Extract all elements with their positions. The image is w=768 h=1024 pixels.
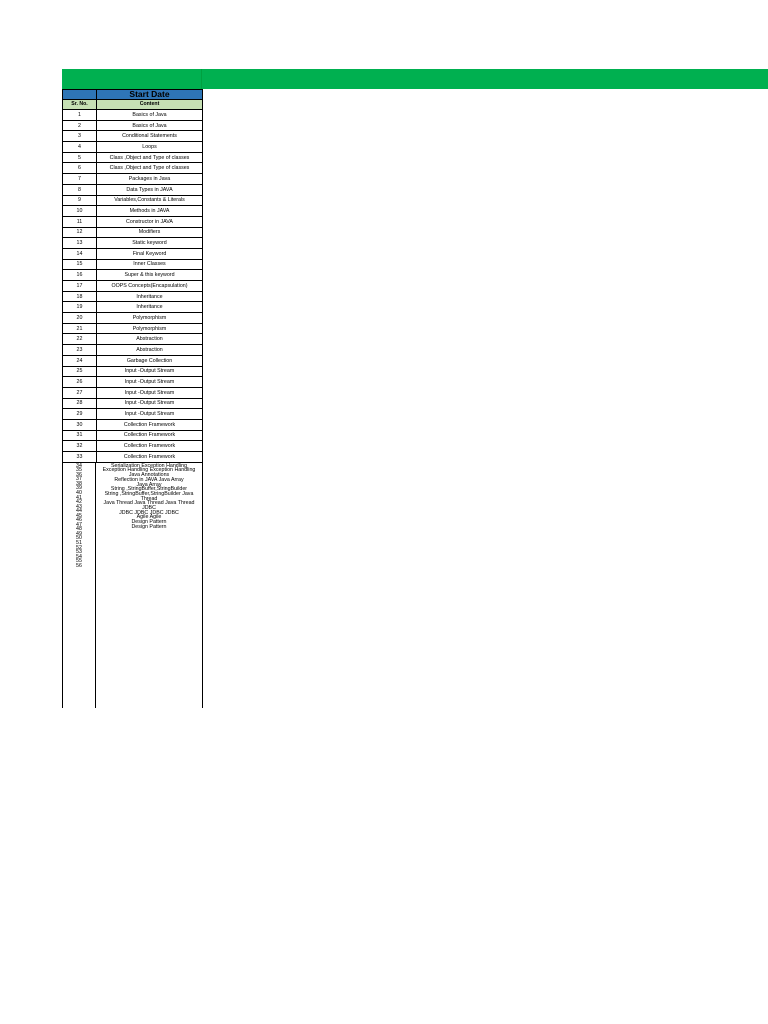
content-cell[interactable]: Input -Output Stream [96, 367, 203, 378]
tail-number: 50 [76, 535, 82, 542]
sr-no-cell[interactable]: 8 [62, 185, 96, 196]
tail-number: 38 [76, 480, 82, 487]
content-cell[interactable]: Input -Output Stream [96, 388, 203, 399]
sr-no-cell[interactable]: 9 [62, 196, 96, 207]
table-tail [62, 463, 203, 708]
content-cell[interactable]: Collection Framework [96, 441, 203, 452]
table-row [62, 131, 203, 142]
sr-no-cell[interactable]: 21 [62, 324, 96, 335]
tail-content-line: JDBC [142, 505, 156, 512]
content-cell[interactable]: Methods in JAVA [96, 206, 203, 217]
tail-number: 37 [76, 476, 82, 483]
sr-no-cell[interactable]: 15 [62, 260, 96, 271]
content-cell[interactable]: Class ,Object and Type of classes [96, 163, 203, 174]
subheader-row [62, 100, 203, 110]
sr-no-cell[interactable]: 25 [62, 367, 96, 378]
table-row [62, 238, 203, 249]
tail-number: 53 [76, 549, 82, 556]
sr-no-cell[interactable]: 33 [62, 452, 96, 463]
table-row [62, 217, 203, 228]
tail-number: 56 [76, 562, 82, 569]
content-cell[interactable]: Constructor in JAVA [96, 217, 203, 228]
sr-no-cell[interactable]: 13 [62, 238, 96, 249]
sr-no-cell[interactable]: 1 [62, 110, 96, 121]
sr-no-cell[interactable]: 10 [62, 206, 96, 217]
content-cell[interactable]: Modifiers [96, 228, 203, 239]
sr-no-cell[interactable]: 32 [62, 441, 96, 452]
content-cell[interactable]: Inheritance [96, 302, 203, 313]
content-cell[interactable]: Basics of Java [96, 110, 203, 121]
tail-content-line: Java Annotations [128, 472, 170, 479]
content-cell[interactable]: Polymorphism [96, 324, 203, 335]
table-row [62, 356, 203, 367]
sr-no-cell[interactable]: 4 [62, 142, 96, 153]
table-row [62, 270, 203, 281]
sr-no-cell[interactable]: 27 [62, 388, 96, 399]
sr-no-cell[interactable]: 14 [62, 249, 96, 260]
sr-no-cell[interactable]: 3 [62, 131, 96, 142]
schedule-table [62, 89, 203, 708]
content-cell[interactable]: Polymorphism [96, 313, 203, 324]
table-row [62, 260, 203, 271]
tail-number: 54 [76, 553, 82, 560]
table-row [62, 431, 203, 442]
table-row [62, 228, 203, 239]
sr-no-cell[interactable]: 30 [62, 420, 96, 431]
table-row [62, 409, 203, 420]
table-row [62, 334, 203, 345]
table-row [62, 420, 203, 431]
sr-no-cell[interactable]: 26 [62, 377, 96, 388]
tail-content-column[interactable] [96, 463, 203, 708]
sr-no-cell[interactable]: 5 [62, 153, 96, 164]
sr-no-cell[interactable]: 31 [62, 431, 96, 442]
table-row [62, 452, 203, 463]
table-row [62, 441, 203, 452]
content-cell[interactable]: Variables,Constants & Literals [96, 196, 203, 207]
content-cell[interactable]: Super & this keyword [96, 270, 203, 281]
table-row [62, 206, 203, 217]
tail-content-line: String ,StringBuffer,StringBuilder [110, 486, 188, 493]
header-cell-empty[interactable] [62, 89, 96, 100]
tail-number: 43 [76, 503, 82, 510]
tail-content-line: Serialization Exception Handling [111, 462, 187, 469]
table-row [62, 249, 203, 260]
content-header[interactable]: Content [96, 100, 203, 110]
content-cell[interactable]: Conditional Statements [96, 131, 203, 142]
tail-number: 44 [76, 508, 82, 515]
sr-no-cell[interactable]: 23 [62, 345, 96, 356]
tail-content-line: Java Array [136, 481, 162, 488]
sr-no-cell[interactable]: 20 [62, 313, 96, 324]
table-row [62, 313, 203, 324]
content-cell[interactable]: Input -Output Stream [96, 399, 203, 410]
sr-no-cell[interactable]: 2 [62, 121, 96, 132]
sr-no-cell[interactable]: 28 [62, 399, 96, 410]
content-cell[interactable]: Input -Output Stream [96, 377, 203, 388]
content-cell[interactable]: Garbage Collection [96, 356, 203, 367]
tail-number: 41 [76, 494, 82, 501]
sr-no-cell[interactable]: 11 [62, 217, 96, 228]
content-cell[interactable]: Collection Framework [96, 420, 203, 431]
tail-content-line: JDBC JDBC JDBC JDBC [119, 509, 179, 516]
sr-no-cell[interactable]: 12 [62, 228, 96, 239]
tail-content-line: Thread [140, 495, 158, 502]
table-row [62, 377, 203, 388]
sr-no-cell[interactable]: 22 [62, 334, 96, 345]
content-cell[interactable]: Class ,Object and Type of classes [96, 153, 203, 164]
table-row [62, 196, 203, 207]
content-cell[interactable]: Static keyword [96, 238, 203, 249]
content-cell[interactable]: Packages in Java [96, 174, 203, 185]
content-cell[interactable]: Collection Framework [96, 431, 203, 442]
content-cell[interactable]: Abstraction [96, 334, 203, 345]
table-row [62, 163, 203, 174]
table-row [62, 110, 203, 121]
tail-number: 45 [76, 512, 82, 519]
tail-content-line: Agile Agile [136, 514, 162, 521]
table-body [62, 110, 203, 463]
tail-number: 39 [76, 485, 82, 492]
sr-no-cell[interactable]: 7 [62, 174, 96, 185]
table-row [62, 399, 203, 410]
tail-content-line: Exception Handling Exception Handling [102, 467, 196, 474]
tail-content-line: Java Thread Java Thread Java Thread [103, 500, 195, 507]
content-cell[interactable]: Loops [96, 142, 203, 153]
sr-no-cell[interactable]: 24 [62, 356, 96, 367]
sr-no-cell[interactable]: 29 [62, 409, 96, 420]
sr-no-cell[interactable]: 19 [62, 302, 96, 313]
sr-no-cell[interactable]: 6 [62, 163, 96, 174]
content-cell[interactable]: OOPS Concepts(Encapsulation) [96, 281, 203, 292]
content-cell[interactable]: Collection Framework [96, 452, 203, 463]
tail-number: 34 [76, 462, 82, 469]
tail-number-column[interactable] [62, 463, 96, 708]
tail-number: 40 [76, 489, 82, 496]
table-row [62, 174, 203, 185]
tail-number: 51 [76, 539, 82, 546]
table-row [62, 367, 203, 378]
tail-number: 48 [76, 526, 82, 533]
table-row [62, 302, 203, 313]
tail-content-line: Design Pattern [131, 523, 167, 530]
content-cell[interactable]: Inheritance [96, 292, 203, 303]
table-row [62, 324, 203, 335]
tail-number: 35 [76, 467, 82, 474]
table-row [62, 153, 203, 164]
table-row [62, 142, 203, 153]
start-date-header[interactable]: Start Date [96, 89, 203, 100]
tail-number: 49 [76, 530, 82, 537]
tail-number: 36 [76, 471, 82, 478]
table-row [62, 292, 203, 303]
table-row [62, 388, 203, 399]
title-band-cell[interactable] [62, 69, 202, 89]
header-row [62, 89, 203, 100]
tail-number: 52 [76, 544, 82, 551]
sr-no-cell[interactable]: 17 [62, 281, 96, 292]
content-cell[interactable]: Final Keyword [96, 249, 203, 260]
content-cell[interactable]: Abstraction [96, 345, 203, 356]
tail-number: 46 [76, 517, 82, 524]
table-row [62, 121, 203, 132]
sr-no-header[interactable]: Sr. No. [62, 100, 96, 110]
content-cell[interactable]: Data Types in JAVA [96, 185, 203, 196]
tail-content-line: Design Pattern [131, 519, 167, 526]
tail-number: 42 [76, 499, 82, 506]
tail-content-line: String ,StringBuffer,StringBuilder Java [104, 490, 194, 497]
sr-no-cell[interactable]: 16 [62, 270, 96, 281]
sr-no-cell[interactable]: 18 [62, 292, 96, 303]
table-row [62, 185, 203, 196]
title-band [62, 69, 768, 89]
content-cell[interactable]: Inner Classes [96, 260, 203, 271]
table-row [62, 345, 203, 356]
tail-number: 47 [76, 521, 82, 528]
tail-number: 55 [76, 558, 82, 565]
table-row [62, 281, 203, 292]
content-cell[interactable]: Input -Output Stream [96, 409, 203, 420]
content-cell[interactable]: Basics of Java [96, 121, 203, 132]
tail-content-line: Reflection in JAVA Java Array [114, 476, 184, 483]
